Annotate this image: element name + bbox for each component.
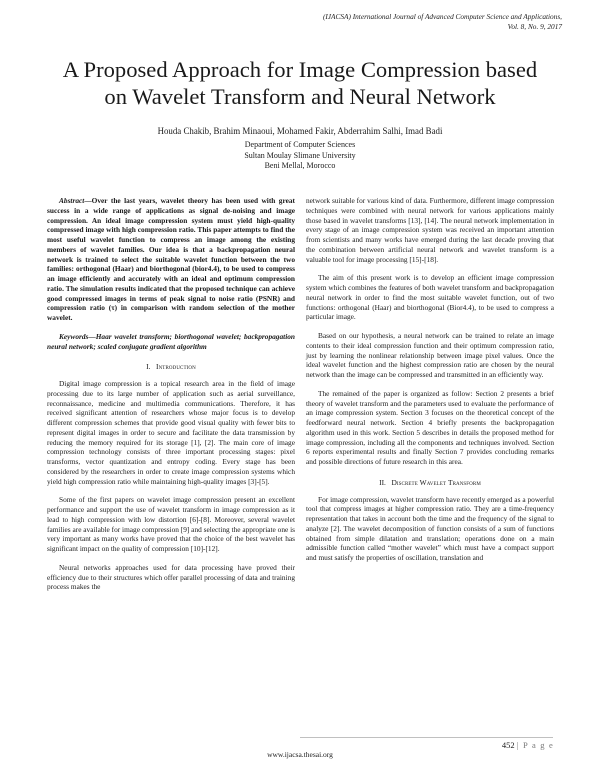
dwt-paragraph-1: For image compression, wavelet transform have recently emerged as a powerful tool that compress images at higher compression ratio. They are a time-frequency representation that takes in account both the time and the frequency of the signal to analyze [2]. The wavelet decomposition of function consists of a sum of functions obtained from simple dilatation and translation; operations done on a main admissible function called “mother wavelet” which must have a compact support and must satisfy the properties of oscillation, translation and	[306, 494, 554, 562]
journal-name: (IJACSA) International Journal of Advanced Computer Science and Applications,	[322, 12, 562, 21]
author-list: Houda Chakib, Brahim Minaoui, Mohamed Fakir, Abderrahim Salhi, Imad Badi	[157, 126, 443, 136]
intro-paragraph-5: Based on our hypothesis, a neural network can be trained to relate an image contents to their ideal compression function and their optimum compression ratio, just by learning the nonlinear relationship between image pixel values. Once the ideal wavelet function and the highest compression ratio are chosen by the neural network than the image can be compressed and transmitted in an efficiently way.	[306, 331, 554, 379]
left-column	[47, 196, 295, 592]
affiliation-department: Department of Computer Sciences	[244, 140, 356, 149]
section-title: Introduction	[156, 362, 196, 372]
title-line-1: A Proposed Approach for Image Compression based	[62, 57, 538, 82]
intro-paragraph-3-continued: network suitable for various kind of data. Furthermore, different image compression techniques were combined with neural network for various applications mainly those based in wavelet transforms [13], [14]. The neural network implementation in every stage of an image compression system was received an important attention from scientists and many works have emerged during the last decade proving that the combination between artificial neural network and wavelet transform is a valuable tool for image processing [15]-[18].	[306, 196, 554, 264]
abstract-dash: —	[84, 196, 92, 205]
intro-paragraph-6: The remained of the paper is organized as follow: Section 2 presents a brief theory of wavelet transform and the parameters used to evaluate the performance of an image compression system. Section 3 focuses on the theoretical concept of the feedforward neural network. Section 4 briefly presents the backpropagation algorithm used in this work. Section 5 describes in details the proposed method for image compression, including all the components and techniques involved. Section 6 reports experimental results and finally Section 7 provides concluding remarks and possible directions of future research in this area.	[306, 388, 554, 466]
keywords-dash: —	[88, 331, 96, 341]
section-heading-dwt	[306, 478, 554, 488]
abstract-label: Abstract	[59, 196, 85, 205]
intro-paragraph-3: Neural networks approaches used for data processing have proved their efficiency due to their structures which offer parallel processing of data and training process makes the	[47, 562, 295, 592]
page-label: | P a g e	[516, 740, 554, 750]
section-number: I.	[146, 362, 151, 372]
intro-paragraph-1: Digital image compression is a topical research area in the field of image processing due to its large number of application such as aerial surveillance, reconnaissance, medicine and multimedia communications. Therefore, it has received significant attention of researchers whose major focus is to develop different compression schemes that provide good visual quality with fewer bits to represent digital images in order to secure and facilitate the data transmission by reducing the memory required for its storage [1], [2]. The main core of image compression technology consists of three important processing stages: pixel transforms, vector quantization and entropy coding. Every stage has been considered by the researchers in order to create image compression systems which yield high compression ratio while maintaining high-quality images [3]-[5].	[47, 379, 295, 486]
page-number	[502, 740, 554, 750]
affiliation-city: Beni Mellal, Morocco	[264, 161, 336, 170]
page-number-value: 452	[501, 740, 515, 750]
section-number: II.	[379, 477, 386, 487]
keywords	[47, 332, 295, 352]
affiliation-university: Sultan Moulay Slimane University	[244, 150, 356, 160]
intro-paragraph-2: Some of the first papers on wavelet image compression present an excellent performance and support the use of wavelet transform in image compression as it lead to high compression with low distortion [6]-[8]. Moreover, several wavelet families are available for image compression [9] and selecting the appropriate one is very important as many works have proved that the choice of the best wavelet has significant impact on the quality of compression [10]-[12].	[47, 495, 295, 553]
title-line-2: on Wavelet Transform and Neural Network	[104, 84, 496, 109]
running-header	[232, 12, 562, 31]
volume-info: Vol. 8, No. 9, 2017	[507, 21, 562, 31]
keywords-text: Haar wavelet transform; biorthogonal wavelet; backpropagation neural network; scaled conjugate gradient algorithm	[47, 331, 295, 351]
abstract-text: Over the last years, wavelet theory has been used with great success in a wide range of applications as signal de-noising and image compression. An ideal image compression system must yield high-quality compressed image with high compression ratio. This paper attempts to find the most useful wavelet function to compress an image among the existing members of wavelet families. Our idea is that a backpropagation neural network is trained to select the suitable wavelet function between the two families: orthogonal (Haar) and biorthogonal (bior4.4), to be used to compress an image efficiently and accurately with an ideal and optimum compression ratio. The simulation results indicated that the proposed technique can achieve good compressed images in terms of peak signal to noise ratio (PSNR) and compression ratio (τ) in comparison with random selection of the mother wavelet.	[47, 196, 295, 322]
section-heading-introduction	[47, 362, 295, 372]
affiliation	[40, 140, 560, 172]
keywords-label: Keywords	[59, 331, 89, 341]
right-column	[306, 196, 554, 563]
abstract	[47, 196, 295, 323]
intro-paragraph-4: The aim of this present work is to develop an efficient image compression system which combines the features of both wavelet transform and backpropagation neural network in order to find the most suitable wavelet function, out of two functions: orthogonal (Haar) and biorthogonal (Bior4.4), to be used to compress a particular image.	[306, 273, 554, 322]
footer-url[interactable]: www.ijacsa.thesai.org	[267, 750, 333, 759]
footer-rule	[300, 737, 553, 738]
paper-title	[40, 56, 560, 110]
section-title: Discrete Wavelet Transform	[391, 477, 481, 487]
